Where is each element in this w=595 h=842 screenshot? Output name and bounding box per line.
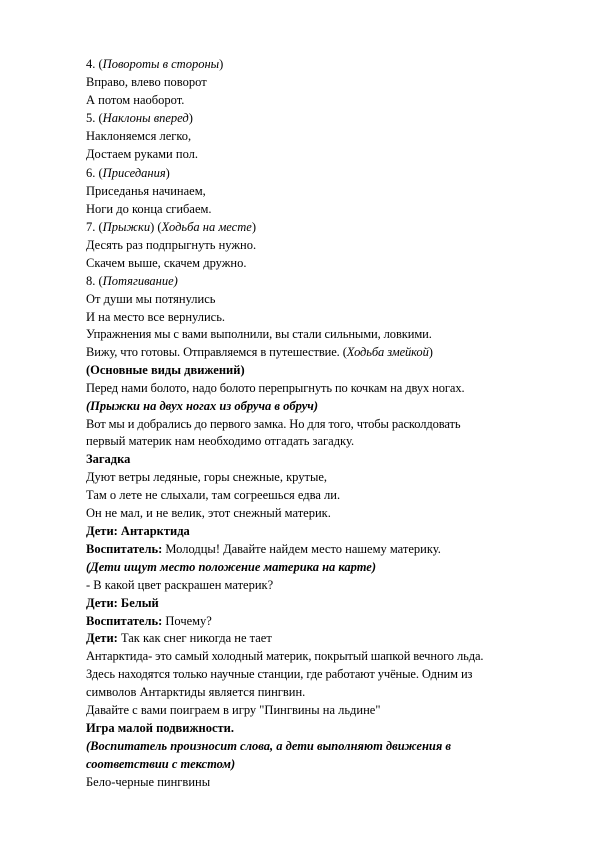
exercise-bracket: ) — [165, 165, 170, 180]
exercise-heading — [86, 55, 566, 73]
exercise-name: Потягивание) — [102, 274, 178, 289]
riddle-line: Там о лете не слыхали, там согреешься едва ли. — [86, 488, 341, 503]
verse-line: Десять раз подпрыгнуть нужно. — [86, 237, 257, 252]
speaker-label: Воспитатель: — [86, 613, 163, 628]
exercise-name: Повороты в стороны — [102, 57, 220, 71]
exercise-name: Наклоны вперед — [102, 111, 189, 126]
action-note: (Воспитатель произносит слова, а дети выполняют движения в соответствии с текстом) — [86, 738, 451, 771]
exercise-bracket: ) — [188, 111, 193, 126]
verse-line: От души мы потянулись — [86, 292, 216, 307]
children-answer: Дети: Белый — [86, 595, 159, 610]
paragraph-line: символов Антарктиды является пингвин. — [86, 685, 306, 700]
exercise-name: Прыжки — [102, 219, 151, 234]
game-heading: Игра малой подвижности. — [86, 720, 235, 735]
paragraph-line — [86, 344, 566, 362]
verse-line: Наклоняемся легко, — [86, 129, 192, 144]
riddle-line: Он не мал, и не велик, этот снежный материк. — [86, 506, 331, 521]
verse-line: И на место все вернулись. — [86, 310, 226, 325]
verse-line: Достаем руками пол. — [86, 147, 199, 162]
exercise-name: Ходьба на месте — [161, 219, 252, 234]
paragraph-line: Давайте с вами поиграем в игру "Пингвины на льдине" — [86, 703, 381, 718]
exercise-verses — [86, 55, 566, 326]
exercise-name: Приседания — [102, 165, 166, 180]
lesson-body — [86, 326, 566, 792]
paragraph-line: Здесь находятся только научные станции, где работают учёные. Одним из — [86, 667, 473, 682]
exercise-number: 6. ( — [86, 165, 103, 180]
exercise-bracket: ) — [219, 57, 224, 71]
exercise-bracket: ) — [251, 219, 256, 234]
action-note: (Прыжки на двух ногах из обруча в обруч) — [86, 398, 318, 413]
action-note: (Дети ищут место положение материка на карте) — [86, 559, 377, 574]
verse-line: Приседанья начинаем, — [86, 183, 206, 198]
exercise-number: 7. ( — [86, 219, 103, 234]
teacher-line — [86, 541, 566, 559]
speaker-label: Воспитатель: — [86, 541, 163, 556]
paragraph-line: Перед нами болото, надо болото перепрыгнуть по кочкам на двух ногах. — [86, 380, 465, 395]
children-line — [86, 630, 566, 648]
text-run: Вижу, что готовы. Отправляемся в путешествие. ( — [86, 344, 347, 359]
question-line: - В какой цвет раскрашен материк? — [86, 577, 274, 592]
speech-text: Так как снег никогда не тает — [117, 631, 272, 646]
exercise-number: 8. ( — [86, 274, 103, 289]
paragraph-line: первый материк нам необходимо отгадать загадку. — [86, 434, 355, 449]
exercise-heading — [86, 218, 566, 236]
riddle-heading: Загадка — [86, 452, 131, 467]
speech-text: Молодцы! Давайте найдем место нашему материку. — [162, 541, 441, 556]
riddle-line: Дуют ветры ледяные, горы снежные, крутые, — [86, 470, 328, 485]
exercise-heading — [86, 109, 566, 127]
verse-line: Скачем выше, скачем дружно. — [86, 256, 247, 271]
exercise-heading — [86, 272, 566, 290]
speaker-label: Дети: — [86, 631, 118, 646]
paragraph-line: Упражнения мы с вами выполнили, вы стали сильными, ловкими. — [86, 327, 432, 341]
verse-line: Бело-черные пингвины — [86, 774, 211, 789]
children-answer: Дети: Антарктида — [86, 523, 190, 538]
verse-line: Ноги до конца сгибаем. — [86, 201, 212, 216]
exercise-number: 4. ( — [86, 57, 103, 71]
speech-text: Почему? — [162, 613, 212, 628]
verse-line: Вправо, влево поворот — [86, 75, 207, 90]
italic-run: Ходьба змейкой — [346, 344, 429, 359]
paragraph-line: Вот мы и добрались до первого замка. Но для того, чтобы расколдовать — [86, 416, 461, 431]
section-note: (Основные виды движений) — [86, 362, 245, 377]
teacher-line — [86, 613, 566, 631]
paragraph-line: Антарктида- это самый холодный материк, покрытый шапкой вечного льда. — [86, 649, 484, 664]
exercise-bracket: ) ( — [150, 219, 162, 234]
exercise-number: 5. ( — [86, 111, 103, 126]
exercise-heading — [86, 164, 566, 182]
text-run: ) — [428, 344, 433, 359]
verse-line: А потом наоборот. — [86, 93, 185, 108]
